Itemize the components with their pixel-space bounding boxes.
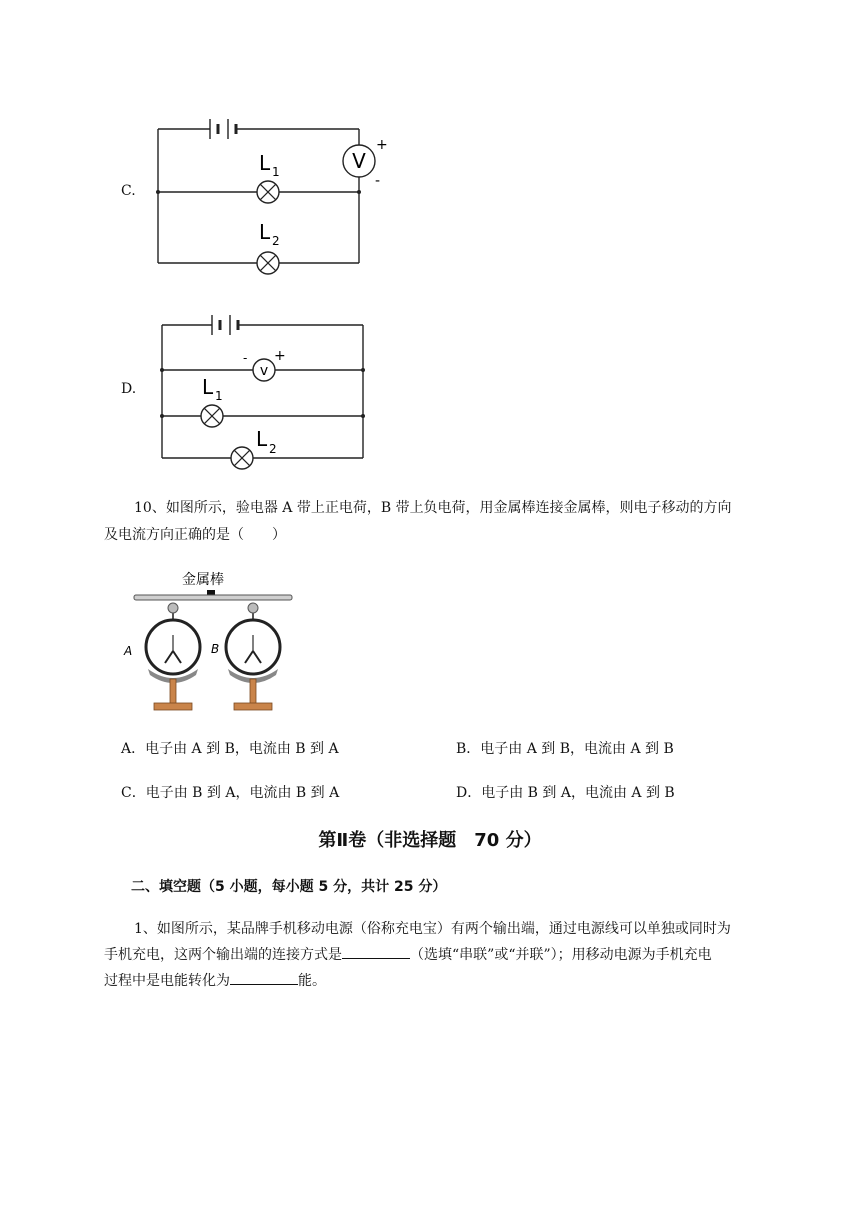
question-10-text-cont: [104, 522, 824, 548]
lamp-l1-subscript: 1: [215, 389, 223, 403]
question-10-line-2: 及电流方向正确的是（ ）: [104, 527, 286, 543]
circuit-diagram-c: [140, 105, 400, 280]
electroscope-b: [226, 603, 280, 710]
junction-dot: [156, 190, 160, 194]
lamp-l1-icon: [257, 181, 279, 203]
choice-d[interactable]: D．电子由 B 到 A，电流由 A 到 B: [456, 785, 675, 801]
lamp-l2-subscript: 2: [272, 234, 280, 248]
svg-text:v: v: [259, 363, 269, 379]
electroscope-b-label: B: [211, 642, 220, 656]
answer-blank-2[interactable]: [230, 970, 298, 985]
fill-question-1: [104, 916, 824, 994]
question-10-text: [134, 495, 834, 521]
voltmeter-plus-sign: +: [376, 137, 388, 153]
option-c-label: C.: [121, 183, 136, 199]
junction-dot: [160, 368, 164, 372]
part-2-title: 第Ⅱ卷（非选择题 70 分）: [318, 830, 542, 851]
lamp-l1-subscript: 1: [272, 165, 280, 179]
electroscope-a-label: A: [124, 644, 133, 658]
voltmeter-minus-sign: -: [243, 351, 248, 365]
metal-rod: [134, 595, 292, 600]
answer-blank-1[interactable]: [342, 944, 410, 959]
lamp-l1-label: L: [202, 375, 214, 399]
question-10-line-1: 10、如图所示，验电器 A 带上正电荷，B 带上负电荷，用金属棒连接金属棒，则电子移动的方向: [134, 500, 732, 516]
fill-q1-line-3-text-a: 过程中是电能转化为: [104, 973, 230, 989]
fill-q1-line-3: [104, 968, 824, 994]
circuit-diagram-d: [140, 308, 400, 473]
lamp-l2-icon: [257, 252, 279, 274]
junction-dot: [357, 190, 361, 194]
lamp-l2-label: L: [259, 220, 271, 244]
electroscope-a: [146, 603, 200, 710]
lamp-l2-icon: [231, 447, 253, 469]
fill-q1-line-2-text-b: （选填“串联”或“并联”）；用移动电源为手机充电: [410, 947, 712, 963]
fill-in-section-title: 二、填空题（5 小题，每小题 5 分，共计 25 分）: [131, 879, 447, 895]
metal-rod-label: 金属棒: [182, 572, 224, 588]
voltmeter-minus-sign: -: [375, 173, 381, 189]
lamp-l1-icon: [201, 405, 223, 427]
voltmeter-icon: [253, 359, 275, 381]
choice-a[interactable]: A．电子由 A 到 B，电流由 B 到 A: [121, 741, 339, 757]
fill-q1-line-2: [104, 942, 824, 968]
option-d-label: D.: [121, 381, 137, 397]
svg-text:V: V: [352, 149, 366, 173]
fill-q1-line-2-text-a: 手机充电，这两个输出端的连接方式是: [104, 947, 342, 963]
fill-q1-line-3-text-b: 能。: [298, 973, 326, 989]
choice-b[interactable]: B．电子由 A 到 B，电流由 A 到 B: [456, 741, 674, 757]
lamp-l2-label: L: [256, 427, 268, 451]
rod-clamp: [207, 590, 215, 595]
voltmeter-icon: [343, 145, 375, 177]
lamp-l2-subscript: 2: [269, 442, 277, 456]
lamp-l1-label: L: [259, 151, 271, 175]
voltmeter-plus-sign: +: [274, 348, 286, 364]
junction-dot: [361, 368, 365, 372]
electroscope-figure: [118, 565, 308, 717]
junction-dot: [361, 414, 365, 418]
junction-dot: [160, 414, 164, 418]
fill-q1-line-1: 1、如图所示，某品牌手机移动电源（俗称充电宝）有两个输出端，通过电源线可以单独或同时为: [134, 921, 731, 937]
choice-c[interactable]: C．电子由 B 到 A，电流由 B 到 A: [121, 785, 340, 801]
